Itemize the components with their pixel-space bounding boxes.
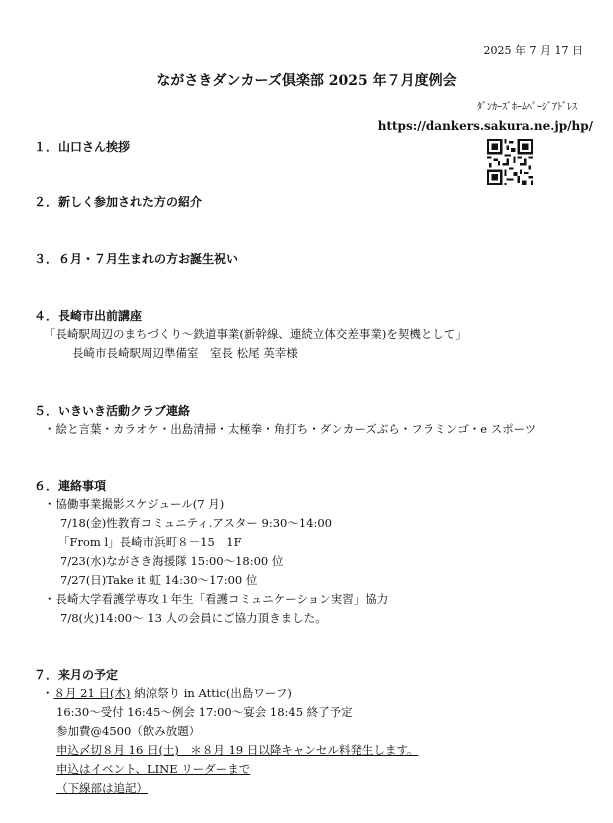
section-5-heading: ５．いきいき活動クラブ連絡: [34, 404, 191, 418]
section-7-heading: ７．来月の予定: [34, 668, 119, 682]
club-list: ・絵と言葉・カラオケ・出島清掃・太極拳・角打ち・ダンカーズぶら・フラミンゴ・e スポーツ: [44, 422, 537, 436]
notice-line: 「From l」長崎市浜町８－15 1F: [58, 535, 242, 549]
section-6-heading: ６．連絡事項: [34, 479, 107, 493]
event-line: ・８月 21 日(木) 納涼祭り in Attic(出島ワーフ): [42, 686, 292, 700]
section-2-heading: ２．新しく参加された方の紹介: [34, 195, 203, 209]
document-title: ながさきダンカーズ倶楽部 2025 年７月度例会: [156, 73, 457, 89]
notice-line: ・協働事業撮影スケジュール(7 月): [44, 497, 225, 511]
event-name: 納涼祭り in Attic(出島ワーフ): [130, 686, 292, 700]
notice-line: 7/23(水)ながさき海援隊 15:00～18:00 位: [60, 554, 284, 568]
section-1-heading: １．山口さん挨拶: [34, 140, 131, 154]
homepage-label: ﾀﾞﾝｶｰｽﾞﾎｰﾑﾍﾟｰｼﾞｱﾄﾞﾚｽ: [477, 102, 577, 113]
notice-line: 7/18(金)性教育コミュニティ.アスター 9:30～14:00: [60, 516, 332, 530]
homepage-url: https://dankers.sakura.ne.jp/hp/: [377, 119, 593, 133]
document-date: 2025 年 7 月 17 日: [483, 44, 583, 57]
notice-line: 7/8(火)14:00～ 13 人の会員にご協力頂きました。: [60, 611, 327, 625]
notice-line: 7/27(日)Take it 虹 14:30～17:00 位: [60, 573, 258, 587]
underline-note: （下線部は追記）: [56, 781, 148, 795]
event-schedule: 16:30～受付 16:45～例会 17:00～宴会 18:45 終了予定: [56, 705, 353, 719]
lecture-speaker: 長崎市長崎駅周辺準備室 室長 松尾 英幸様: [72, 346, 298, 360]
event-deadline: 申込〆切８月 16 日(土) ＊８月 19 日以降キャンセル料発生します。: [56, 743, 419, 757]
event-date: ８月 21 日(木): [53, 686, 131, 700]
section-4-heading: ４．長崎市出前講座: [34, 309, 143, 323]
lecture-title: 「長崎駅周辺のまちづくり～鉄道事業(新幹線、連続立体交差事業)を契機として」: [44, 327, 467, 341]
section-3-heading: ３．６月・７月生まれの方お誕生祝い: [34, 252, 239, 266]
event-apply: 申込はイベント、LINE リーダーまで: [56, 762, 251, 776]
event-fee: 参加費@4500（飲み放題）: [56, 724, 201, 738]
notice-line: ・長崎大学看護学専攻１年生「看護コミュニケーション実習」協力: [44, 592, 389, 606]
qr-code-icon: [487, 139, 533, 185]
